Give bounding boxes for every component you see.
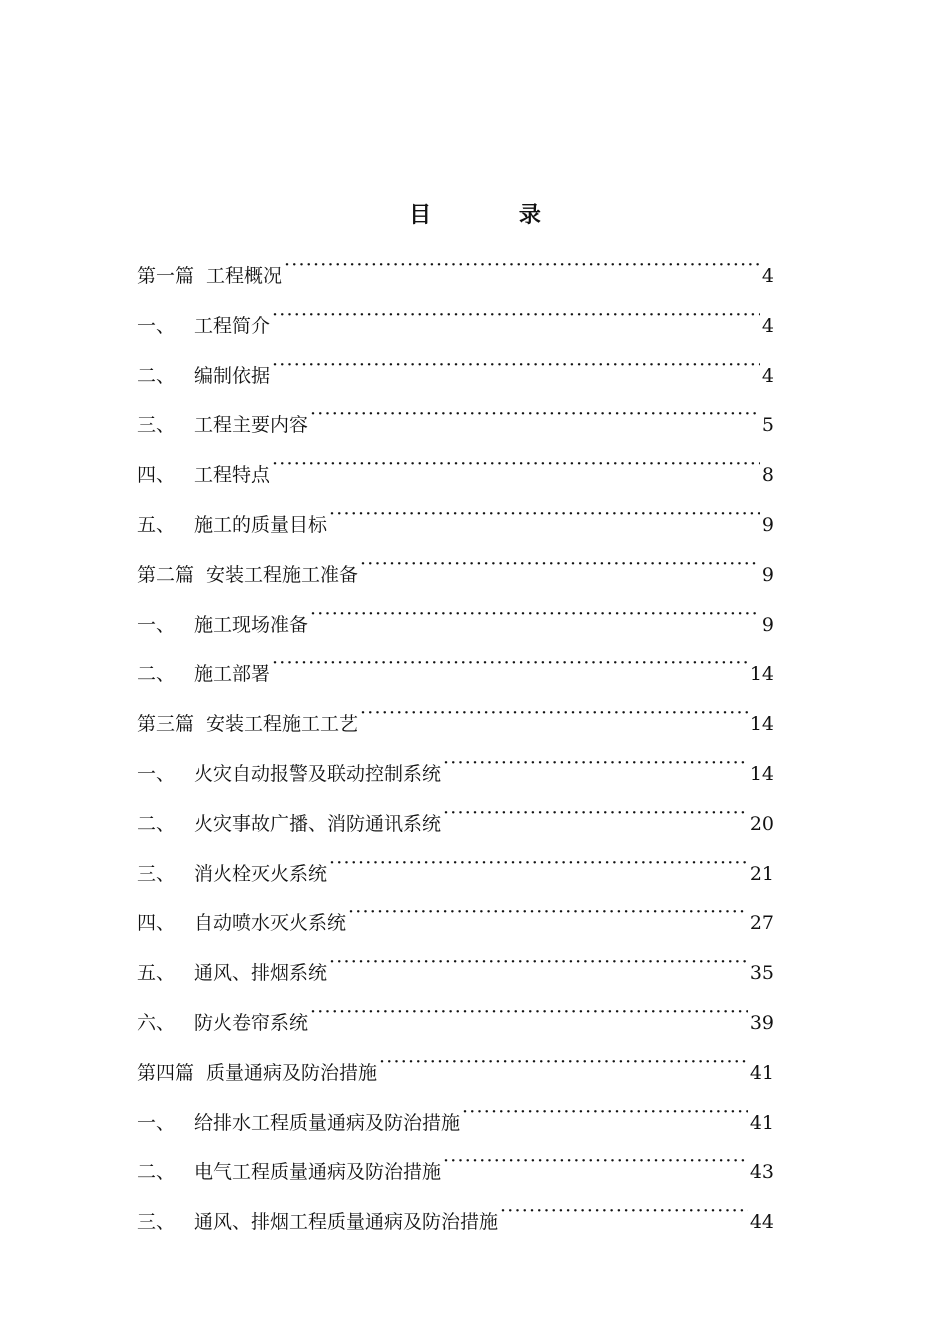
toc-leader-dots bbox=[329, 945, 748, 979]
toc-entry-title: 火灾事故广播、消防通讯系统 bbox=[194, 812, 442, 835]
toc-entry bbox=[137, 995, 774, 1045]
toc-entry bbox=[137, 796, 774, 846]
toc-entry bbox=[137, 1194, 774, 1244]
toc-entry bbox=[137, 397, 774, 447]
toc-leader-dots bbox=[443, 746, 748, 780]
toc-leader-dots bbox=[462, 1095, 748, 1129]
toc-entry-page: 14 bbox=[749, 663, 774, 686]
toc-entry bbox=[137, 895, 774, 945]
toc-entry-page: 41 bbox=[749, 1111, 774, 1134]
toc-leader-dots bbox=[272, 447, 760, 481]
toc-leader-dots bbox=[500, 1194, 748, 1228]
toc-entry bbox=[137, 497, 774, 547]
toc-leader-dots bbox=[443, 796, 748, 830]
toc-leader-dots bbox=[310, 995, 748, 1029]
toc-entry-title: 施工现场准备 bbox=[194, 613, 309, 636]
toc-entry-title: 安装工程施工工艺 bbox=[206, 713, 359, 736]
toc-entry bbox=[137, 447, 774, 497]
toc-entry-number: 第二篇 bbox=[137, 563, 195, 586]
toc-entry-number: 三、 bbox=[137, 414, 176, 437]
toc-entry-number: 一、 bbox=[137, 762, 176, 785]
toc-entry-number: 二、 bbox=[137, 364, 176, 387]
toc-entry-page: 41 bbox=[749, 1061, 774, 1084]
toc-entry-title: 给排水工程质量通病及防治措施 bbox=[194, 1111, 461, 1134]
toc-entry-page: 8 bbox=[761, 464, 774, 487]
toc-leader-dots bbox=[360, 696, 748, 730]
toc-entry bbox=[137, 547, 774, 597]
toc-title: 目 录 bbox=[409, 202, 581, 228]
toc-entry-number: 二、 bbox=[137, 1161, 176, 1184]
toc-entry bbox=[137, 1095, 774, 1145]
toc-entry bbox=[137, 746, 774, 796]
toc-entry-page: 4 bbox=[761, 265, 774, 287]
toc-leader-dots bbox=[329, 497, 760, 531]
toc-entry-title: 消火栓灭火系统 bbox=[194, 862, 328, 885]
toc-entry-number: 一、 bbox=[137, 613, 176, 636]
toc-entry-title: 工程简介 bbox=[194, 314, 271, 337]
toc-entry-page: 21 bbox=[749, 862, 774, 885]
toc-entry-page: 9 bbox=[761, 513, 774, 536]
toc-entry-title: 通风、排烟系统 bbox=[194, 962, 328, 985]
toc-entry-title: 施工部署 bbox=[194, 663, 271, 686]
toc-leader-dots bbox=[348, 895, 748, 929]
toc-leader-dots bbox=[443, 1144, 748, 1178]
toc-entry-page: 4 bbox=[761, 364, 774, 387]
toc-entry-page: 14 bbox=[749, 762, 774, 785]
toc-entry-title: 火灾自动报警及联动控制系统 bbox=[194, 762, 442, 785]
toc-entry-page: 9 bbox=[761, 563, 774, 586]
toc-entry-title: 防火卷帘系统 bbox=[194, 1011, 309, 1034]
toc-entry-title: 质量通病及防治措施 bbox=[206, 1061, 378, 1084]
toc-entry-number: 一、 bbox=[137, 1111, 176, 1134]
toc-entry-page: 20 bbox=[749, 812, 774, 835]
toc-leader-dots bbox=[329, 846, 748, 880]
toc-entry-number: 第四篇 bbox=[137, 1061, 195, 1084]
toc-entry-title: 编制依据 bbox=[194, 364, 271, 387]
toc-entry bbox=[137, 248, 774, 298]
toc-entry-number: 四、 bbox=[137, 464, 176, 487]
toc-leader-dots bbox=[310, 397, 760, 431]
toc-leader-dots bbox=[272, 646, 748, 680]
toc-leader-dots bbox=[379, 1045, 748, 1079]
toc-entry bbox=[137, 348, 774, 398]
toc-entry-number: 二、 bbox=[137, 812, 176, 835]
toc-leader-dots bbox=[272, 298, 760, 332]
toc-entry-title: 自动喷水灭火系统 bbox=[194, 912, 347, 935]
toc-entry bbox=[137, 1045, 774, 1095]
toc-entry-page: 44 bbox=[749, 1211, 774, 1234]
toc-entry bbox=[137, 696, 774, 746]
toc-entry-page: 35 bbox=[749, 962, 774, 985]
toc-entry-page: 4 bbox=[761, 314, 774, 337]
toc-entry bbox=[137, 597, 774, 647]
toc-entry-number: 第三篇 bbox=[137, 713, 195, 736]
toc-entry-number: 三、 bbox=[137, 862, 176, 885]
toc-entry-title: 通风、排烟工程质量通病及防治措施 bbox=[194, 1211, 499, 1234]
toc-entry-title: 安装工程施工准备 bbox=[206, 563, 359, 586]
toc-entry-number: 四、 bbox=[137, 912, 176, 935]
toc-entry-title: 工程概况 bbox=[206, 265, 283, 287]
toc-entry-number: 五、 bbox=[137, 513, 176, 536]
toc-entry-page: 14 bbox=[749, 713, 774, 736]
toc-entry bbox=[137, 945, 774, 995]
toc-entry-page: 39 bbox=[749, 1011, 774, 1034]
toc-entry-number: 三、 bbox=[137, 1211, 176, 1234]
toc-entry bbox=[137, 298, 774, 348]
toc-entry-page: 9 bbox=[761, 613, 774, 636]
toc-entry-page: 27 bbox=[749, 912, 774, 935]
toc-entry-title: 施工的质量目标 bbox=[194, 513, 328, 536]
toc-entry-title: 电气工程质量通病及防治措施 bbox=[194, 1161, 442, 1184]
toc-list bbox=[137, 248, 774, 1244]
toc-entry-number: 五、 bbox=[137, 962, 176, 985]
toc-entry-number: 一、 bbox=[137, 314, 176, 337]
toc-entry-number: 六、 bbox=[137, 1011, 176, 1034]
toc-entry-number: 第一篇 bbox=[137, 265, 195, 287]
toc-entry-page: 43 bbox=[749, 1161, 774, 1184]
toc-entry-number: 二、 bbox=[137, 663, 176, 686]
toc-leader-dots bbox=[272, 348, 760, 382]
toc-entry bbox=[137, 1144, 774, 1194]
toc-leader-dots bbox=[310, 597, 760, 631]
toc-leader-dots bbox=[360, 547, 760, 581]
toc-entry-title: 工程主要内容 bbox=[194, 414, 309, 437]
toc-entry-title: 工程特点 bbox=[194, 464, 271, 487]
toc-entry-page: 5 bbox=[761, 414, 774, 437]
toc-leader-dots bbox=[284, 248, 760, 282]
toc-entry bbox=[137, 646, 774, 696]
toc-entry bbox=[137, 846, 774, 896]
